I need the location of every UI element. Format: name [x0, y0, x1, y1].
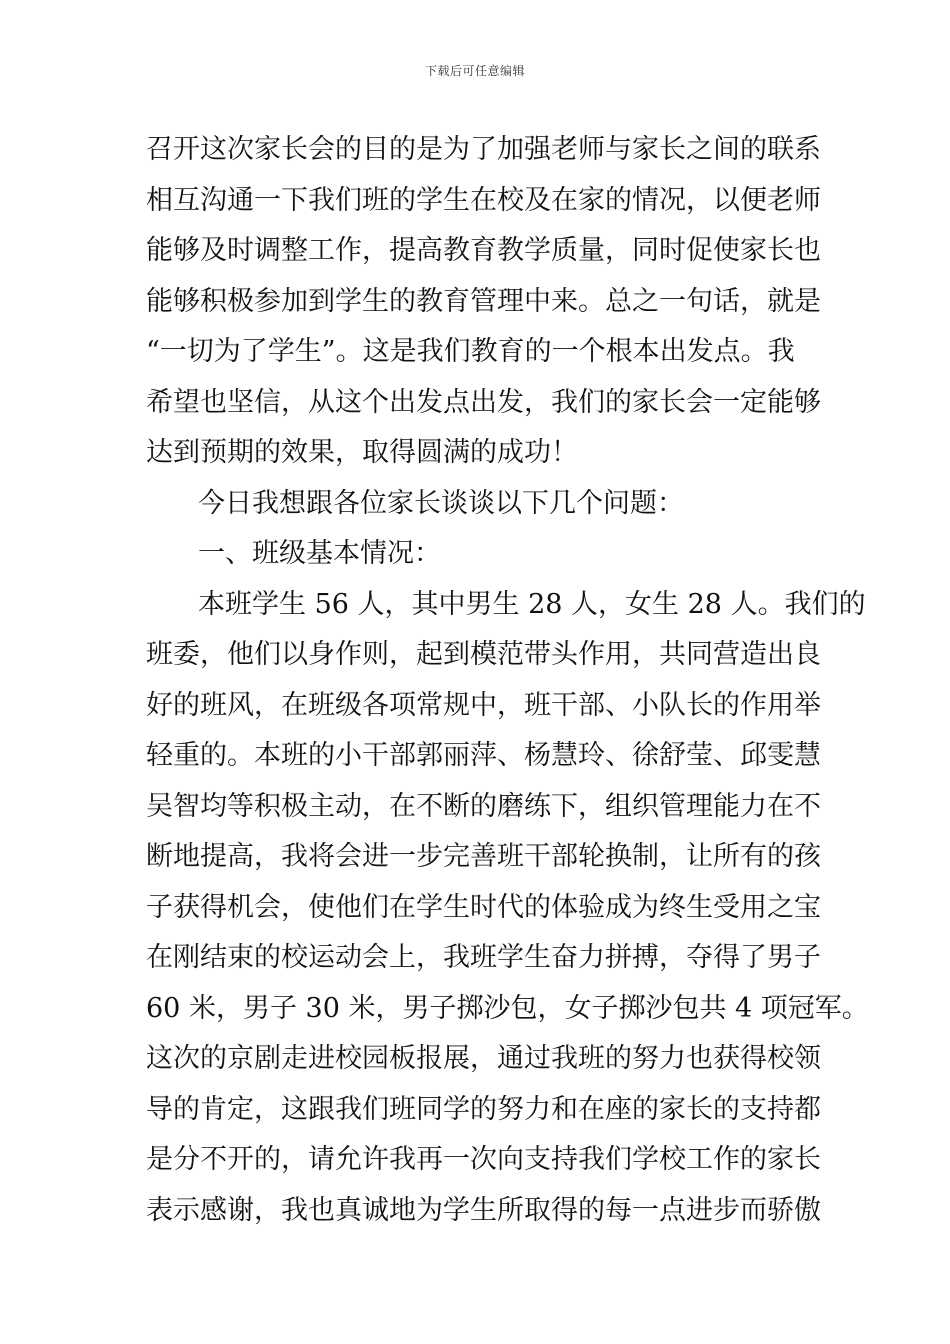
- text-line: 在刚结束的校运动会上，我班学生奋力拼搏，夺得了男子: [146, 942, 821, 973]
- text-line: “一切为了学生”。这是我们教育的一个根本出发点。我: [146, 336, 795, 367]
- paragraph-line: 今日我想跟各位家长谈谈以下几个问题：: [198, 487, 684, 519]
- text-line: 这次的京剧走进校园板报展，通过我班的努力也获得校领: [146, 1043, 821, 1074]
- text-line: 希望也坚信，从这个出发点出发，我们的家长会一定能够: [146, 386, 821, 418]
- text-line: 子获得机会，使他们在学生时代的体验成为终生受用之宝: [146, 891, 821, 923]
- text-line: 导的肯定，这跟我们班同学的努力和在座的家长的支持都: [146, 1093, 821, 1125]
- text-line: 好的班风，在班级各项常规中，班干部、小队长的作用举: [146, 689, 821, 721]
- text-line: 召开这次家长会的目的是为了加强老师与家长之间的联系: [146, 134, 821, 165]
- text-line: 是分不开的，请允许我再一次向支持我们学校工作的家长: [146, 1144, 821, 1175]
- text-line: 轻重的。本班的小干部郭丽萍、杨慧玲、徐舒莹、邱雯慧: [146, 740, 821, 771]
- section-heading: 一、班级基本情况：: [198, 538, 441, 569]
- page-header: 下载后可任意编辑: [424, 64, 525, 78]
- text-line: 60 米，男子 30 米，男子掷沙包，女子掷沙包共 4 项冠军。: [146, 992, 869, 1024]
- text-line: 吴智均等积极主动，在不断的磨练下，组织管理能力在不: [146, 790, 821, 822]
- text-line: 断地提高，我将会进一步完善班干部轮换制，让所有的孩: [146, 841, 821, 872]
- paragraph-line: 本班学生 56 人，其中男生 28 人，女生 28 人。我们的: [198, 588, 866, 620]
- text-line: 达到预期的效果，取得圆满的成功！: [146, 437, 578, 468]
- text-line: 表示感谢，我也真诚地为学生所取得的每一点进步而骄傲: [146, 1194, 821, 1226]
- text-line: 相互沟通一下我们班的学生在校及在家的情况，以便老师: [146, 184, 821, 216]
- text-line: 班委，他们以身作则，起到模范带头作用，共同营造出良: [146, 639, 821, 670]
- text-line: 能够及时调整工作，提高教育教学质量，同时促使家长也: [146, 235, 821, 266]
- body-text: [146, 125, 869, 1236]
- text-line: 能够积极参加到学生的教育管理中来。总之一句话，就是: [146, 285, 821, 317]
